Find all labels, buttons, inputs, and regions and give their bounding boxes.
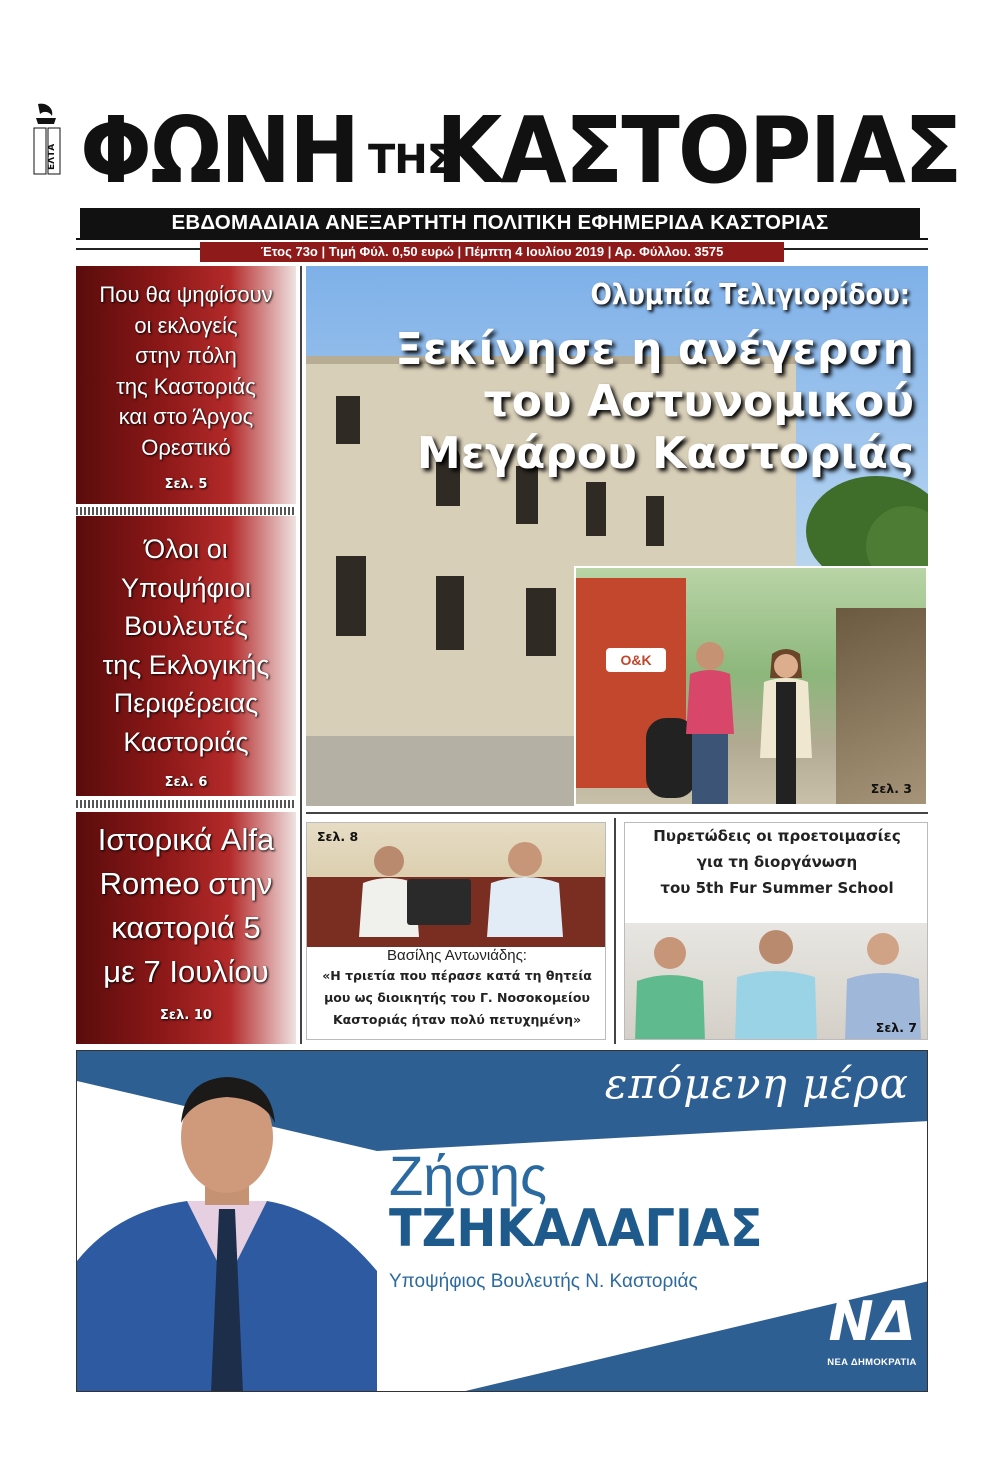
story-fur-headline	[625, 823, 928, 901]
headline-line: Μεγάρου Καστοριάς	[416, 428, 914, 479]
story-fur-photo	[625, 923, 928, 1040]
story-antoniadis-name: Βασίλης Αντωνιάδης:	[387, 947, 527, 964]
teaser-line: της Εκλογικής	[102, 649, 270, 680]
info-bar-left-rule	[76, 248, 200, 250]
headline-line: του Αστυνομικού	[483, 376, 914, 427]
story-fur-page-ref: Σελ. 7	[875, 1020, 917, 1035]
ad-candidate-first-name: Ζήσης	[389, 1144, 548, 1207]
story-antoniadis-photo	[307, 823, 606, 947]
window	[646, 496, 664, 546]
teaser-line: οι εκλογείς	[134, 312, 238, 338]
teaser-line: Καστοριάς	[123, 726, 249, 757]
person-1	[633, 929, 707, 1040]
teaser-line: Όλοι οι	[144, 534, 228, 564]
person-woman	[758, 648, 814, 806]
ad-tagline: επόμενη μέρα	[604, 1059, 909, 1108]
excavator	[576, 578, 686, 788]
elta-logo	[28, 100, 64, 180]
issue-info-bar: Έτος 73ο | Τιμή Φύλ. 0,50 ευρώ | Πέμπτη 4 Ιουλίου 2019 | Αρ. Φύλλου. 3575	[200, 242, 784, 262]
teaser-line: της Καστοριάς	[116, 373, 256, 399]
ad-candidate-role: Υποψήφιος Βουλευτής Ν. Καστοριάς	[389, 1271, 698, 1292]
masthead-subtitle: ΕΒΔΟΜΑΔΙΑΙΑ ΑΝΕΞΑΡΤΗΤΗ ΠΟΛΙΤΙΚΗ ΕΦΗΜΕΡΙΔΑ ΚΑΣΤΟΡΙΑΣ	[80, 208, 920, 238]
teaser-alfa-romeo[interactable]	[76, 812, 296, 1044]
nea-dimokratia-logo	[825, 1287, 919, 1387]
teaser-line: Ορεστικό	[141, 434, 231, 460]
section-divider	[306, 812, 928, 814]
column-divider	[300, 266, 302, 1044]
inset-photo-excavator	[574, 566, 928, 806]
quote-line: Καστοριάς ήταν πολύ πετυχημένη»	[332, 1012, 582, 1027]
info-bar-right-rule	[784, 248, 928, 250]
story-antoniadis[interactable]	[306, 822, 606, 1040]
teaser-page-ref: Σελ. 5	[164, 477, 208, 492]
masthead-title-word-1: ΦΩΝΗ	[80, 97, 359, 204]
teaser-line: Ιστορικά Alfa	[97, 822, 275, 857]
candidate-photo	[77, 1051, 377, 1392]
excavator-arm	[836, 608, 926, 806]
window	[436, 576, 464, 650]
elta-logo-text: ΕΛΤΑ	[47, 143, 57, 170]
story-antoniadis-page-ref: Σελ. 8	[317, 829, 359, 844]
main-story-page-ref: Σελ. 3	[870, 781, 912, 796]
window	[586, 482, 606, 536]
nd-logo-mark: ΝΔ	[828, 1290, 916, 1353]
ad-candidate-last-name: ΤΖΗΚΑΛΑΓΙΑΣ	[389, 1199, 763, 1259]
teaser-line: Βουλευτές	[124, 611, 248, 641]
divider	[76, 507, 296, 515]
person-2	[733, 923, 819, 1040]
excavator-brand: O&K	[606, 648, 666, 672]
teaser-line: Περιφέρειας	[113, 688, 259, 718]
masthead-title-word-3: ΚΑΣΤΟΡΙΑΣ	[436, 97, 961, 204]
quote-line: μου ως διοικητής του Γ. Νοσοκομείου	[324, 990, 590, 1005]
headline-line: Ξεκίνησε η ανέγερση	[395, 324, 914, 375]
column-divider	[614, 818, 616, 1044]
story-antoniadis-quote	[307, 965, 606, 1031]
laptop	[407, 879, 471, 925]
masthead-rule	[76, 238, 928, 240]
masthead	[80, 92, 961, 210]
person-man	[680, 638, 740, 806]
teaser-page-ref: Σελ. 10	[160, 1008, 212, 1023]
political-advertisement[interactable]	[76, 1050, 928, 1392]
nd-logo-text: ΝΕΑ ΔΗΜΟΚΡΑΤΙΑ	[827, 1357, 917, 1368]
teaser-line: Romeo στην	[99, 866, 273, 901]
headline-line: Πυρετώδεις οι προετοιμασίες	[653, 827, 901, 845]
headline-line: του 5th Fur Summer School	[660, 879, 894, 897]
teaser-line: Υποψήφιοι	[120, 572, 252, 603]
teaser-page-ref: Σελ. 6	[164, 775, 208, 790]
teaser-candidates[interactable]	[76, 516, 296, 796]
teaser-line: Που θα ψηφίσουν	[99, 282, 273, 307]
teaser-line: και στο Άργος	[118, 404, 254, 429]
window	[526, 588, 556, 656]
quote-line: «Η τριετία που πέρασε κατά τη θητεία	[322, 968, 592, 983]
main-story-headline	[395, 324, 914, 480]
window	[336, 396, 360, 444]
main-story-kicker: Ολυμπία Τελιγιορίδου:	[590, 278, 910, 311]
teaser-polling-stations[interactable]	[76, 266, 296, 504]
headline-line: για τη διοργάνωση	[696, 853, 858, 871]
main-story[interactable]	[306, 266, 928, 806]
masthead-title-word-2: ΤΗΣ	[368, 137, 454, 183]
person-right	[485, 837, 565, 937]
story-fur-summer-school[interactable]	[624, 822, 928, 1040]
divider	[76, 800, 296, 808]
teaser-line: καστοριά 5	[111, 910, 261, 945]
teaser-line: με 7 Ιουλίου	[103, 954, 269, 989]
teaser-line: στην πόλη	[135, 343, 237, 368]
window	[336, 556, 366, 636]
